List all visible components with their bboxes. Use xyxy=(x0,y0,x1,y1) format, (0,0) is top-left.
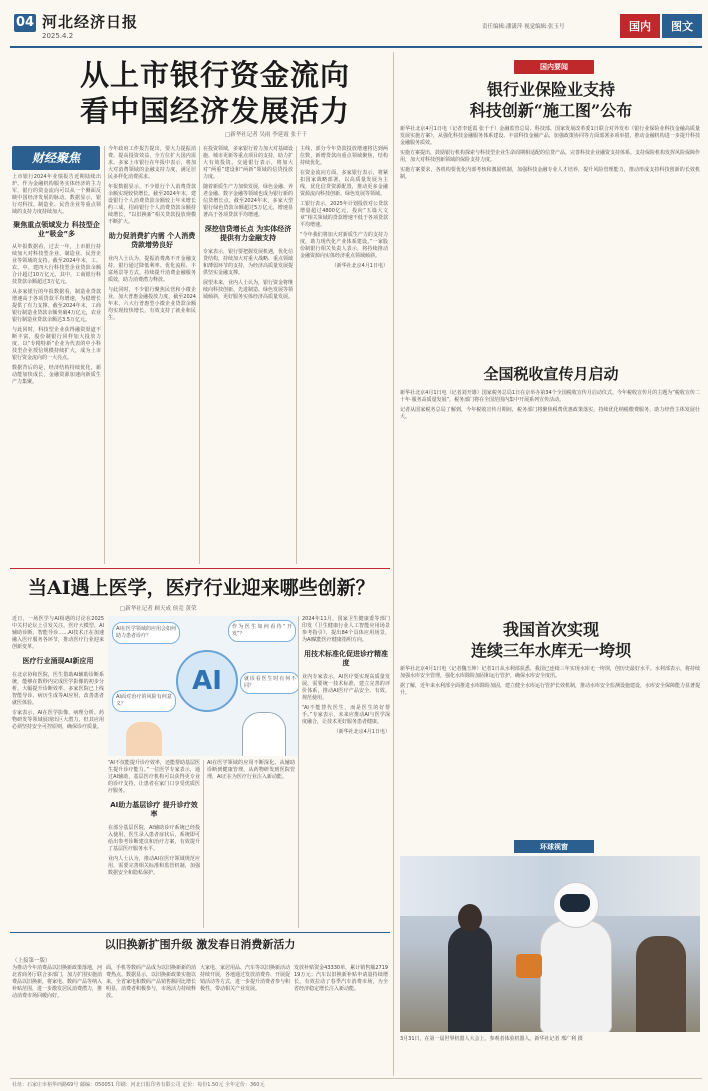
main-col4-para-b: 在资金流向方面，多家银行表示，将紧扣国家战略部署，以高质量发展为主线，优化信贷资源配置，推动更多金融资源流向科技创新、绿色发展等领域。 xyxy=(300,170,388,197)
bottom-col-4: 发放补贴资金43330单，累计销售额271919万元；汽车以旧换新补贴申请量持续增长，有效拉动了春季汽车消费市场，为全省经济稳定增长注入新动能。 xyxy=(294,965,388,992)
paper-name: 河北经济日报 xyxy=(42,13,139,31)
ai-col3-para-a: AI在医学领域的应用不断深化。从辅助诊断到健康管理，从药物研发到医院管理，AI正在为医疗行业注入新动能。 xyxy=(207,760,295,780)
main-col3-para-a: 在投资领域，多家银行着力加大对基础设施、城市更新等重点项目的支持，助力扩大有效投资。交通银行表示，将加大对“两重”建设和“两新”领域的信贷投放力度。 xyxy=(203,146,294,180)
main-col2-para-b: 年报数据显示，不少银行个人消费贷款余额实现较快增长。截至2024年末，建设银行个人消费贷款余额较上年末增长约三成，招商银行个人消费贷款余额持续增长，“以旧换新”相关贷款投放规模不断扩大。 xyxy=(108,184,196,225)
section-tag-graphics: 图文 xyxy=(662,14,702,38)
rc-story1-body xyxy=(400,126,700,181)
finance-focus-label: 财经聚焦 xyxy=(31,151,80,165)
col-divider xyxy=(104,146,105,564)
main-headline-line-1: 从上市银行资金流向 xyxy=(80,58,351,92)
photo-section-tag: 环球视窗 xyxy=(514,840,594,853)
col-divider xyxy=(298,616,299,928)
ai-col3-para-d: “AI不能替代医生，而是医生的好帮手。”专家表示，未来应推动AI与医学深度融合，让技术更好服务患者健康。 xyxy=(302,705,390,725)
main-col4-para-d: “今年我们将加大对新质生产力的支持力度，助力现代化产业体系建设。”一家股份制银行相关负责人表示，将持续推动金融资源向实体经济重点领域倾斜。 xyxy=(300,232,388,259)
robot-photo xyxy=(400,856,700,1032)
main-lead: 上市银行2024年业绩报告近期陆续出炉。作为金融机构服务实体经济的主力军，银行的资金流向可以从一个侧面反映中国经济发展的脉动。数据显示，银行对科技、制造业、民营企业等重点领域的支持力度持续加大。 xyxy=(12,174,101,215)
main-col-2 xyxy=(108,146,196,322)
main-col4-para-c: 工银行表示，2025年计划投放对公贷款增量超过4800亿元，投向“五篇大文章”相关领域的贷款增速不低于各项贷款平均增速。 xyxy=(300,201,388,228)
main-col3-para-d: 展望未来，业内人士认为，银行资金将继续向科技创新、先进制造、绿色发展等领域倾斜，更好服务实体经济高质量发展。 xyxy=(203,280,294,300)
ai-col-2 xyxy=(108,760,200,877)
ai-circle xyxy=(176,650,238,712)
bottom-col-1: 为推动今年消费品以旧换新政策落地，河北省商务厅联合多部门，加力扩围实施消费品以旧换新，将家电、数码产品等纳入补贴范围，进一步激发居民消费潜力，推动消费市场回暖向好。 xyxy=(12,965,103,999)
main-col2-para-c: 业内人士认为，提振消费离不开金融支持。银行通过降低利率、优化流程、丰富场景等方式，持续提升消费金融服务质效，助力消费潜力释放。 xyxy=(108,256,196,283)
editor-line: 责任编辑:潘潇萍 视觉编辑:张玉号 xyxy=(482,24,565,30)
main-col-3 xyxy=(203,146,293,301)
rc-story1-para-a: 新华社北京4月1日电（记者李延霞 张千千）金融监管总局、科技部、国家发展改革委1日联合对外发布《银行业保险业科技金融高质量发展实施方案》，从强化科技金融服务体系建设、丰富科技金融产品、加强政策协同等方面部署多项举措，推动金融机构进一步提升科技金融服务质效。 xyxy=(400,126,700,146)
robot-face-screen xyxy=(560,894,590,912)
main-col4-para-a: 主线，部分今年贷款投放增速将达到两位数，新增贷款向重点领域聚焦，结构持续优化。 xyxy=(300,146,388,166)
visitor-figure xyxy=(448,926,492,1032)
rc-story3-head-1: 我国首次实现 xyxy=(502,620,599,639)
ai-col2-para-c: 业内人士认为，推动AI在医疗领域规范应用，需要完善相关标准和监管机制，加强数据安全和隐私保护。 xyxy=(108,856,200,876)
masthead-divider xyxy=(10,46,702,48)
side-visitor xyxy=(636,936,686,1032)
main-subhead-2: 助力促消费扩内需 个人消费贷款增势良好 xyxy=(108,232,196,249)
rc-story3-head-2: 连续三年水库无一垮坝 xyxy=(470,641,631,660)
rc-story3-para-a: 新华社北京4月1日电（记者魏玉坤）记者1日从水利部获悉，我国已连续三年实现水库无一垮坝，创历史最好水平。水利部表示，将持续加强水库安全管理，强化水库除险加固和运行管护，确保水库安全度汛。 xyxy=(400,666,700,679)
ai-col2-para-a: “AI不仅能提升诊疗效率，还能帮助基层医生提升诊疗能力。”一位医学专家表示，通过AI辅助，基层医疗机构可以获得更专业的诊疗支持，让患者在家门口享受优质医疗服务。 xyxy=(108,760,200,794)
ai-col-1 xyxy=(12,616,104,731)
rc-story2-head: 全国税收宣传月启动 xyxy=(483,365,619,383)
ai-bubble-1: AI在医学领域的应用会如何助力患者诊疗？ xyxy=(112,622,180,644)
rc-story2-body xyxy=(400,390,700,421)
orange-object xyxy=(516,954,542,978)
rc-story2-para-b: 记者从国家税务总局了解到，今年税收宣传月期间，税务部门将聚焦税费优惠政策落实，持续优化纳税缴费服务，助力经营主体发展壮大。 xyxy=(400,407,700,420)
booth-backdrop xyxy=(400,856,700,916)
col-divider xyxy=(296,146,297,564)
bottom-headline: 以旧换新扩围升级 激发春日消费新活力 xyxy=(104,938,296,951)
ai-bubble-2: 作为医生如何看待“开发”？ xyxy=(228,620,296,642)
ai-subhead-3: 用技术标准化促进诊疗精准度 xyxy=(304,650,388,667)
main-byline: □新华社记者 吴雨 李延霞 张千千 xyxy=(225,132,307,138)
main-subhead-1: 聚焦重点领域发力 科技型企业“吸金”多 xyxy=(13,221,100,238)
rc-story3-body xyxy=(400,666,700,697)
photo-caption: 3月31日，在第一届世界机器人大会上，参观者体验机器人。新华社记者 邢广利 摄 xyxy=(400,1036,583,1042)
finance-focus-badge xyxy=(12,146,100,170)
ai-dateline: （新华社北京4月1日电） xyxy=(333,729,390,735)
rc-story1-head-1: 银行业保险业支持 xyxy=(486,80,615,99)
ai-col1-para-c: 专家表示，AI在医学影像、病理分析、药物研发等领域展现出巨大潜力，但其应用必须坚持安全可控原则，确保诊疗质量。 xyxy=(12,710,104,730)
issue-date: 2025.4.2 xyxy=(42,32,74,40)
ai-col3-para-b: 2024年11月，国家卫生健康委等部门印发《卫生健康行业人工智能应用场景参考指引》，提出84个具体应用场景，为AI赋能医疗健康指明方向。 xyxy=(302,616,390,643)
bottom-col-2: 面，手机等数码产品成为以旧换新新的消费热点。数据显示，以旧换新政策实施以来，全省家电和数码产品销售额同比增长明显，消费者积极参与，市场活力持续释放。 xyxy=(106,965,197,999)
ai-subhead-2: AI助力基层诊疗 提升诊疗效率 xyxy=(110,801,198,818)
main-col2-para-a: 今年政府工作报告提出，要大力提振消费、提高投资效益，全方位扩大国内需求。多家上市银行在年报中表示，将加大对消费领域的金融支持力度，满足居民多样化消费需求。 xyxy=(108,146,196,180)
ai-subhead-1: 医疗行业涌现AI新应用 xyxy=(22,657,94,665)
ai-story-divider xyxy=(10,568,390,569)
col-divider xyxy=(203,760,204,928)
main-col-4 xyxy=(300,146,388,270)
right-column-divider xyxy=(393,52,394,1076)
footer-text: 社址：石家庄市裕华西路69号 邮编：050051 印刷：河北日报印务有限公司 定价：每份1.50元 全年定价：360元 xyxy=(12,1082,265,1088)
bottom-story-divider xyxy=(10,932,390,933)
rc-story2-para-a: 新华社北京4月1日电（记者刘开雄）国家税务总局1日在京举办第34个全国税收宣传月启动仪式。今年税收宣传月的主题为“税收宣传二十年·服务高质量发展”，税务部门将在全国范围内集中开展系列宣传活动。 xyxy=(400,390,700,403)
ai-col2-para-b: 在部分基层医院，AI辅助诊疗系统已经投入使用，医生录入患者症状后，系统即可给出参考诊断建议和治疗方案，有效提升了基层医疗服务水平。 xyxy=(108,825,200,852)
main-col3-para-b: 随着新质生产力加快发展，绿色金融、养老金融、数字金融等领域也成为银行新的信贷增长点。截至2024年末，多家大型银行绿色贷款余额超过5万亿元，增速显著高于各项贷款平均增速。 xyxy=(203,184,294,218)
rc-story1-para-b: 实施方案提出，鼓励银行机构探索与科技型企业生命周期相适配的信贷产品，完善科技企业融资支持体系。支持保险机构发挥风险保障作用，加大对科技创新领域的保险支持力度。 xyxy=(400,150,701,163)
ai-circle-label: AI xyxy=(192,666,222,696)
main-col3-para-c: 专家表示，银行要把握发展机遇，优化信贷结构，持续加大对重大战略、重点领域和薄弱环节的支持，为经济高质量发展提供坚实金融支撑。 xyxy=(203,249,294,276)
patient-figure xyxy=(126,722,162,756)
rc-story1-para-c: 实施方案要求，各机构要优化内部考核和激励机制，加强科技金融专业人才培养，提升风险管理能力，推动形成支持科技创新的长效机制。 xyxy=(400,167,700,180)
robot-body xyxy=(540,920,612,1032)
doctor-figure xyxy=(242,712,286,756)
right-section-tag: 国内要闻 xyxy=(514,60,594,74)
footer-divider xyxy=(10,1078,702,1079)
main-subhead-3: 深挖信贷增长点 为实体经济提供有力金融支持 xyxy=(204,225,292,242)
main-dateline: （新华社北京4月1日电） xyxy=(331,263,388,269)
page-number: 04 xyxy=(15,15,35,30)
visitor-head xyxy=(458,904,482,932)
ai-byline: □新华社记者 顾天成 侯竞 黄荣 xyxy=(120,606,197,612)
bottom-col-3: 大家电、家居用品、汽车等以旧换新活动持续开展，各地通过发放消费券、开展促销活动等方式，进一步提升消费者参与积极性，带动相关产业发展。 xyxy=(200,965,291,992)
rc-story3-para-b: 据了解，近年来水利部全面推进水库除险加固，建立健全水库运行管护长效机制，推动水库安全监测设施建设，水库安全保障能力显著提升。 xyxy=(400,683,701,696)
main-col1-para-d: 数据背后的是，经济结构持续优化，新动能加快成长，金融资源加速向新质生产力集聚。 xyxy=(12,365,101,385)
section-tag-domestic: 国内 xyxy=(620,14,660,38)
ai-col3-para-c: 业内专家表示，AI医疗要实现高质量发展，需要统一技术标准，建立完善的评价体系，推动AI医疗产品安全、有效、规范使用。 xyxy=(302,674,390,701)
main-col1-para-c: 与此同时，科技型企业获得融资渠道不断丰富，股份制银行同样加大投放力度，以“专精特新”企业为代表的中小科技型企业授信规模持续扩大，成为上市银行资金流向的一大亮点。 xyxy=(12,327,101,361)
masthead xyxy=(0,0,708,52)
ai-illustration xyxy=(108,616,298,756)
bottom-byline: （上接第一版） xyxy=(12,958,51,964)
main-col2-para-d: 与此同时，不少银行聚焦民营和小微企业，加大普惠金融投放力度，截至2024年末，六大行普惠型小微企业贷款余额均实现较快增长，有效支持了就业和民生。 xyxy=(108,287,196,321)
ai-col-3 xyxy=(302,616,390,736)
ai-headline: 当AI遇上医学，医疗行业迎来哪些创新？ xyxy=(28,577,375,599)
col-divider xyxy=(199,146,200,564)
ai-col-2b xyxy=(207,760,295,781)
ai-bubble-4: 就诊看医生时有何不同？ xyxy=(240,672,298,694)
main-col1-para-b: 从多家银行的年报数据看，制造业贷款增速高于各项贷款平均增速，为稳增长提供了有力支撑。截至2024年末，工商银行制造业贷款余额突破4万亿元，农业银行制造业贷款余额达3.5万亿元。 xyxy=(12,289,101,323)
rc-story1-head-2: 科技创新“施工图”公布 xyxy=(469,101,633,120)
ai-col1-para-b: 在北京协和医院，医生借助AI辅助诊断系统，能够在数秒内完成医学影像的初步分析，大幅提升诊断效率。多家医院已上线智能导诊、病历生成等AI应用，改善患者就医体验。 xyxy=(12,672,104,706)
main-col1-para-a: 从年报数据看，过去一年，上市银行持续加大对科技型企业、制造业、民营企业等领域的支持。截至2024年末，工、农、中、建四大行科技型企业贷款余额合计超过10万亿元，其中，工商银行科技贷款余额超过3万亿元。 xyxy=(12,244,101,285)
ai-bubble-3: AI面对治疗的风险有何意义？ xyxy=(112,690,176,712)
main-col-1 xyxy=(12,174,101,386)
main-headline-line-2: 看中国经济发展活力 xyxy=(80,94,351,128)
ai-col1-para-a: 近日，一场医学与AI相遇的讨论在2025中关村论坛上引发关注。医疗大模型、AI辅助诊断、智能导诊……AI技术正在加速融入医疗服务各环节，推动医疗行业迎来创新变革。 xyxy=(12,616,104,650)
